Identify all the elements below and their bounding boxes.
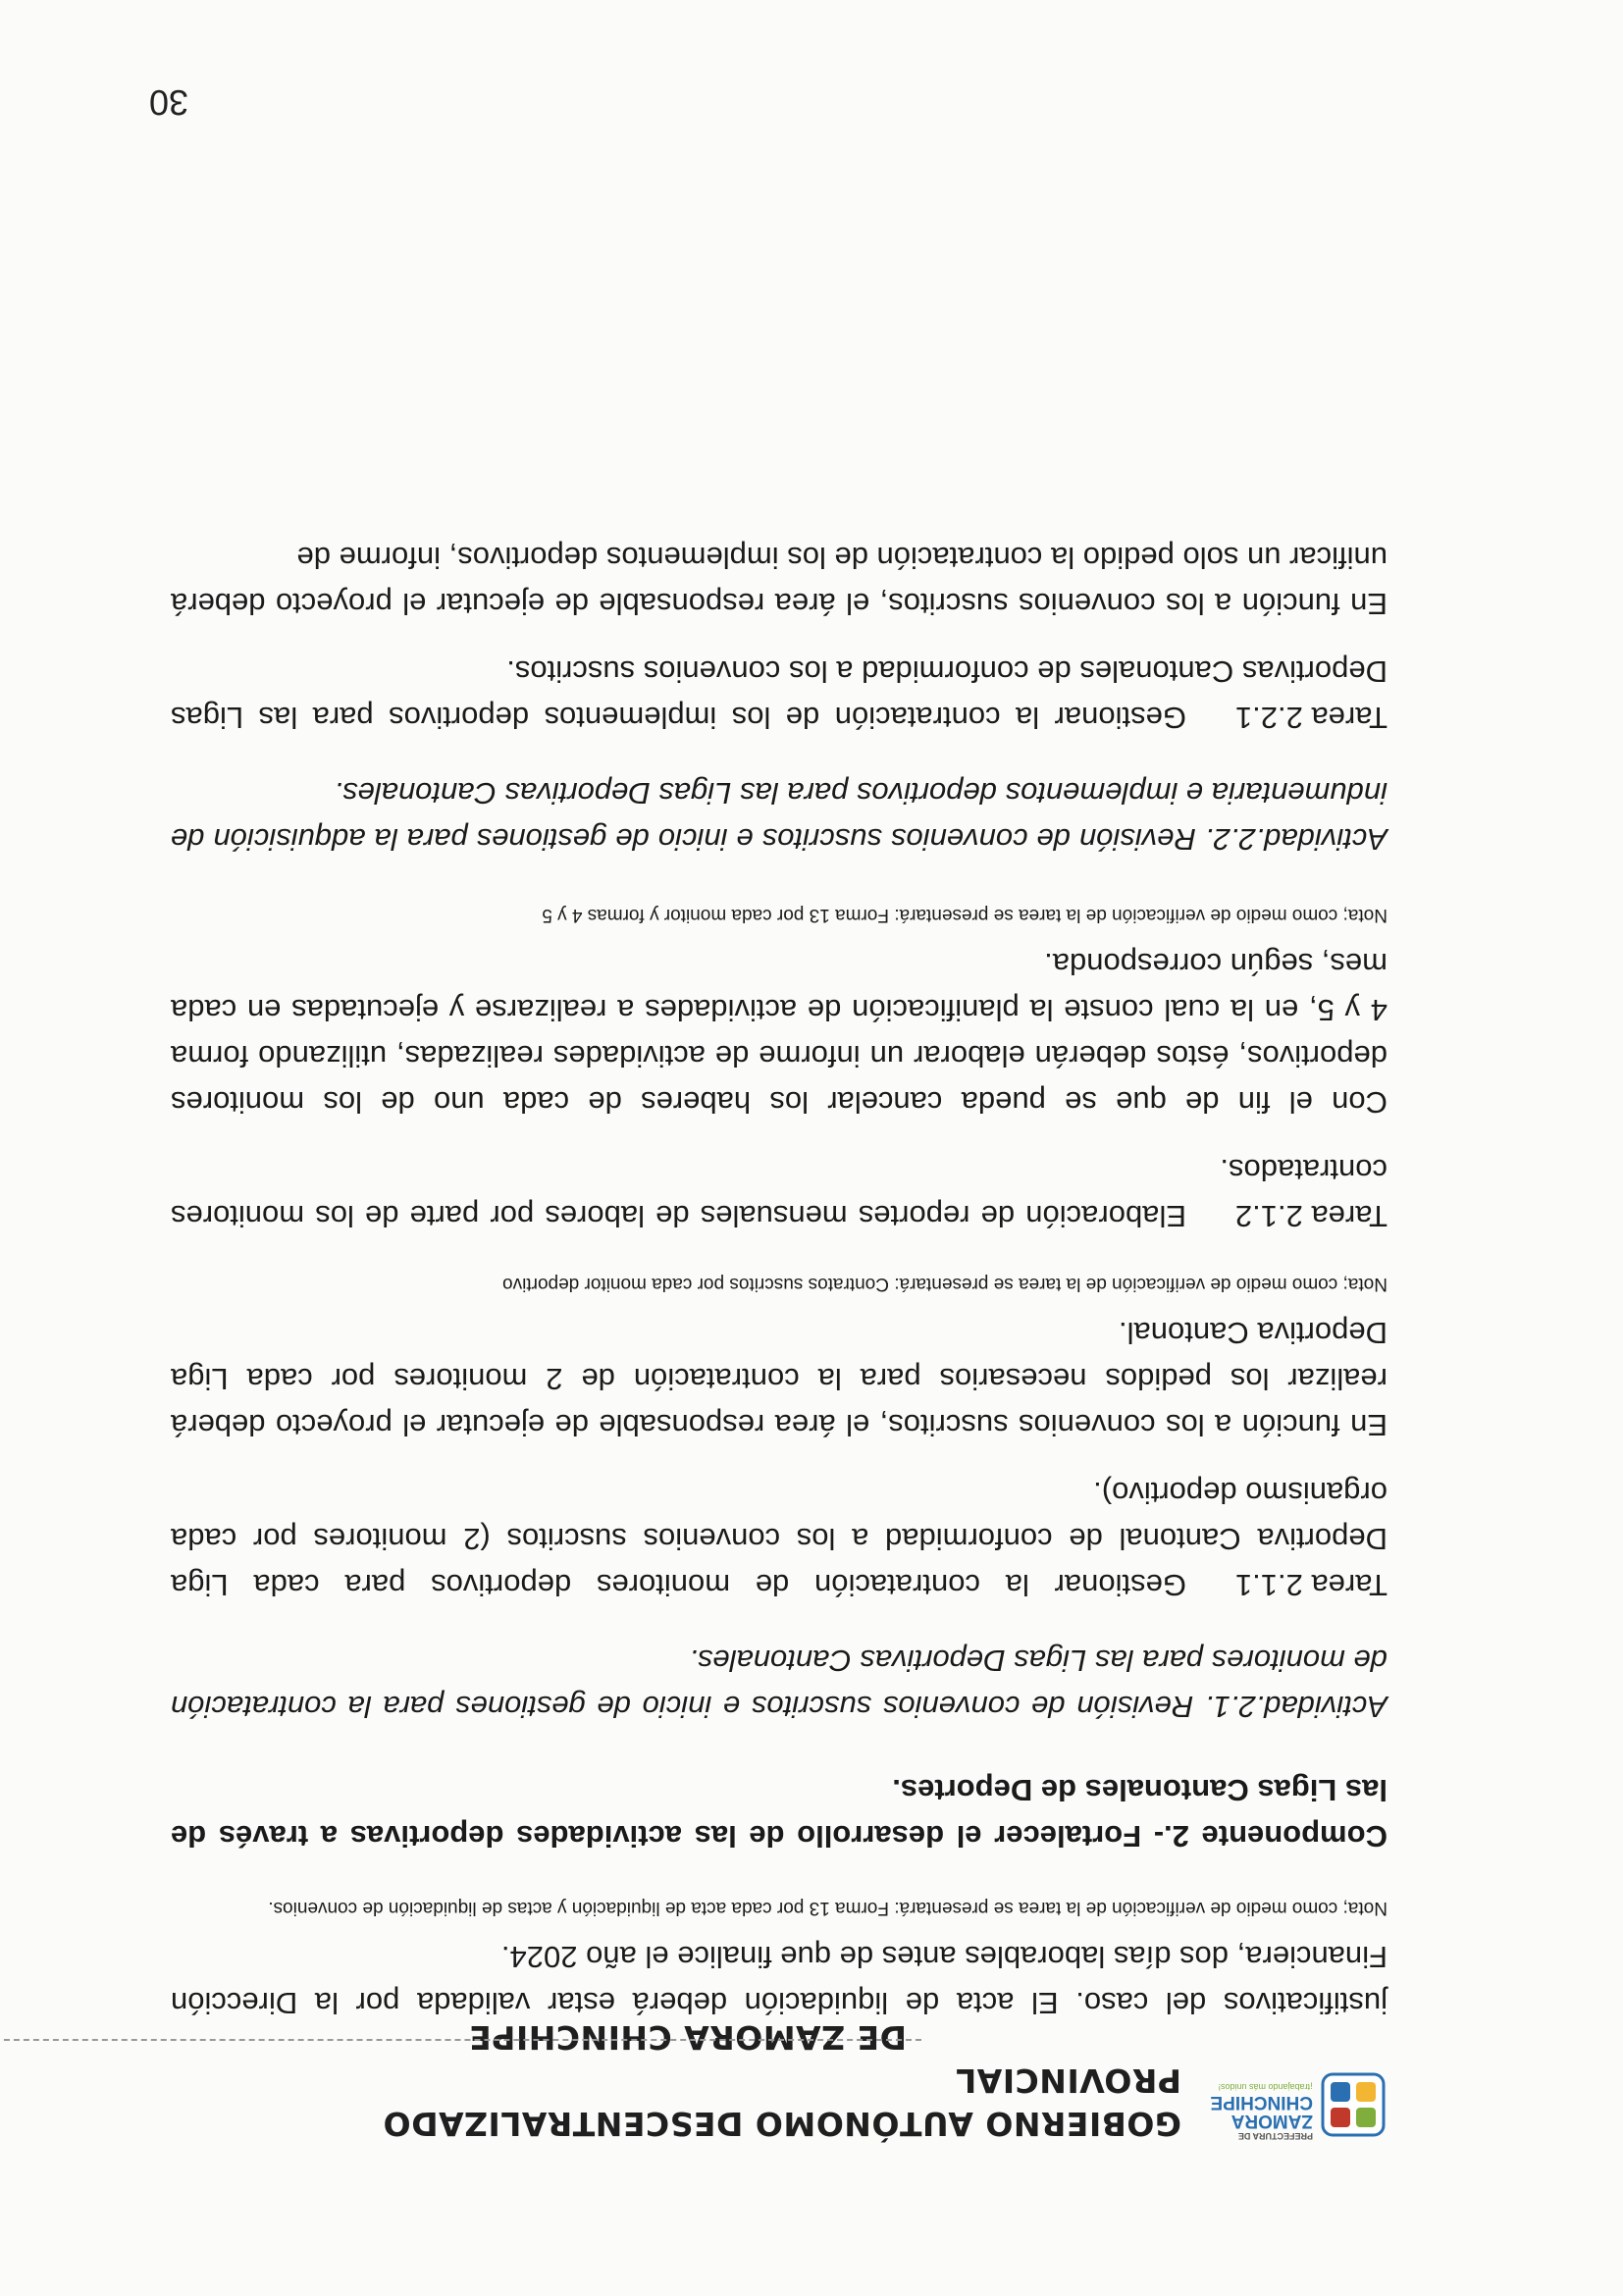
logo-subtitle: PREFECTURA DE	[1237, 2131, 1313, 2141]
task-number: Tarea 2.2.1	[1234, 701, 1387, 735]
component-heading: Componente 2.- Fortalecer el desarrollo de las actividades deportivas a través de las Ligas Cantonales de Deportes.	[171, 1773, 1387, 1853]
paragraph: Con el fin de que se pueda cancelar los haberes de cada uno de los monitores deportivos, éstos deberán elaborar un informe de actividades realizadas, utilizando forma 4 y 5, en la cual conste la planificación de actividades a realizarse y ejecutadas en cada mes, según corresponda.	[171, 947, 1387, 1120]
prefecture-logo	[1210, 2061, 1387, 2149]
institution-line-1: GOBIERNO AUTÓNOMO DESCENTRALIZADO PROVINCIAL	[383, 2061, 1181, 2143]
task-text: Gestionar la contratación de los implementos deportivos para las Ligas Deportivas Cantonales de conformidad a los convenios suscritos.	[171, 654, 1387, 735]
letterhead	[171, 2018, 1387, 2149]
page-number: 30	[148, 82, 188, 123]
verification-note: Nota; como medio de verificación de la tarea se presentará: Forma 13 por cada monitor y formas 4 y 5	[542, 905, 1387, 925]
logo-tagline: ¡trabajando más unidos!	[1218, 2082, 1313, 2092]
task-item	[171, 1470, 1387, 1608]
paragraph: justificativos del caso. El acta de liquidación deberá estar validada por la Dirección Financiera, dos días laborables antes de que finalice el año 2024.	[171, 1940, 1387, 2020]
task-text: Elaboración de reportes mensuales de labores por parte de los monitores contratados.	[171, 1153, 1387, 1233]
document-body	[171, 535, 1387, 2026]
paragraph: En función a los convenios suscritos, el área responsable de ejecutar el proyecto deberá unificar un solo pedido la contratación de los implementos deportivos, informe de	[171, 541, 1387, 621]
header-divider	[0, 2039, 921, 2041]
institution-name	[171, 2015, 1181, 2145]
logo-name-1: ZAMORA	[1230, 2111, 1313, 2131]
institution-line-2: DE ZAMORA CHINCHIPE	[468, 2018, 907, 2057]
logo-wordmark	[1210, 2081, 1313, 2141]
prefecture-emblem-icon	[1319, 2070, 1387, 2139]
task-item	[171, 1147, 1387, 1239]
paragraph: En función a los convenios suscritos, el área responsable de ejecutar el proyecto deberá realizar los pedidos necesarios para la contratación de 2 monitores por cada Liga Deportiva Cantonal.	[171, 1316, 1387, 1442]
task-item	[171, 649, 1387, 741]
activity-heading: Actividad.2.1. Revisión de convenios suscritos e inicio de gestiones para la contratación de monitores para las Ligas Deportivas Cantonales.	[171, 1644, 1387, 1724]
logo-name-2: CHINCHIPE	[1210, 2092, 1313, 2113]
task-number: Tarea 2.1.1	[1234, 1568, 1387, 1602]
task-text: Gestionar la contratación de monitores deportivos para cada Liga Deportiva Cantonal de conformidad a los convenios suscritos (2 monitores por cada organismo deportivo).	[171, 1476, 1387, 1602]
activity-heading: Actividad.2.2. Revisión de convenios suscritos e inicio de gestiones para la adquisición de indumentaria e implementos deportivos para las Ligas Deportivas Cantonales.	[171, 776, 1387, 857]
verification-note: Nota; como medio de verificación de la tarea se presentará: Forma 13 por cada acta de liquidación y actas de liquidación de convenios.	[268, 1898, 1387, 1918]
task-number: Tarea 2.1.2	[1234, 1199, 1387, 1233]
verification-note: Nota; como medio de verificación de la tarea se presentará: Contratos suscritos por cada monitor deportivo	[502, 1274, 1387, 1294]
